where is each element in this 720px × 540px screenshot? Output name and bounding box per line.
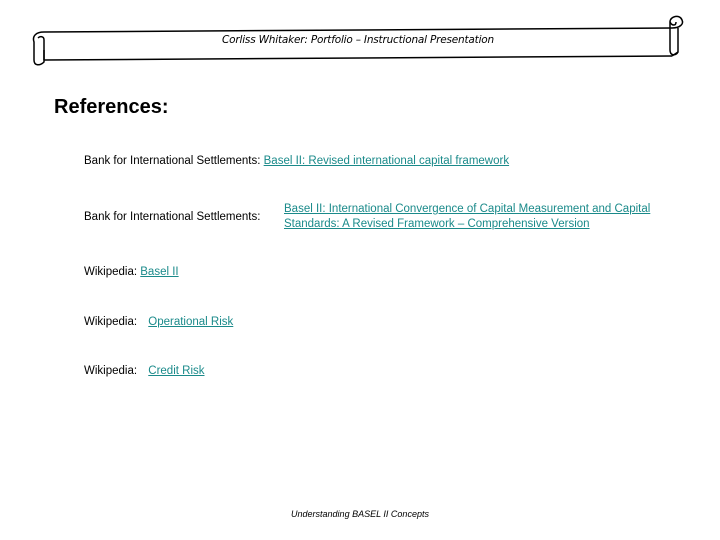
reference-link-credit-risk[interactable]: Credit Risk xyxy=(148,365,205,377)
reference-link-revised-framework[interactable]: Basel II: Revised international capital framework xyxy=(263,155,510,167)
reference-link-line-2[interactable]: Standards: A Revised Framework – Comprehensive Version xyxy=(284,218,590,230)
reference-link-line-1[interactable]: Basel II: International Convergence of Capital Measurement and Capital xyxy=(284,203,651,215)
reference-item xyxy=(84,154,509,169)
reference-link-basel-ii[interactable]: Basel II xyxy=(140,266,179,278)
reference-source-label: Wikipedia: xyxy=(84,316,138,328)
slide-footer: Understanding BASEL II Concepts xyxy=(291,509,429,519)
reference-source-label: Bank for International Settlements: xyxy=(84,155,261,167)
reference-item xyxy=(84,265,179,280)
presentation-title: Corliss Whitaker: Portfolio – Instructional Presentation xyxy=(222,34,494,46)
reference-item xyxy=(84,364,205,379)
reference-source-label: Wikipedia: xyxy=(84,365,138,377)
reference-item xyxy=(84,315,233,330)
reference-source-label: Wikipedia: xyxy=(84,266,138,278)
reference-link-international-convergence[interactable] xyxy=(284,202,650,232)
reference-link-operational-risk[interactable]: Operational Risk xyxy=(148,316,234,328)
references-heading: References: xyxy=(54,96,169,118)
reference-source-label: Bank for International Settlements: xyxy=(84,211,261,223)
reference-item xyxy=(84,210,260,225)
